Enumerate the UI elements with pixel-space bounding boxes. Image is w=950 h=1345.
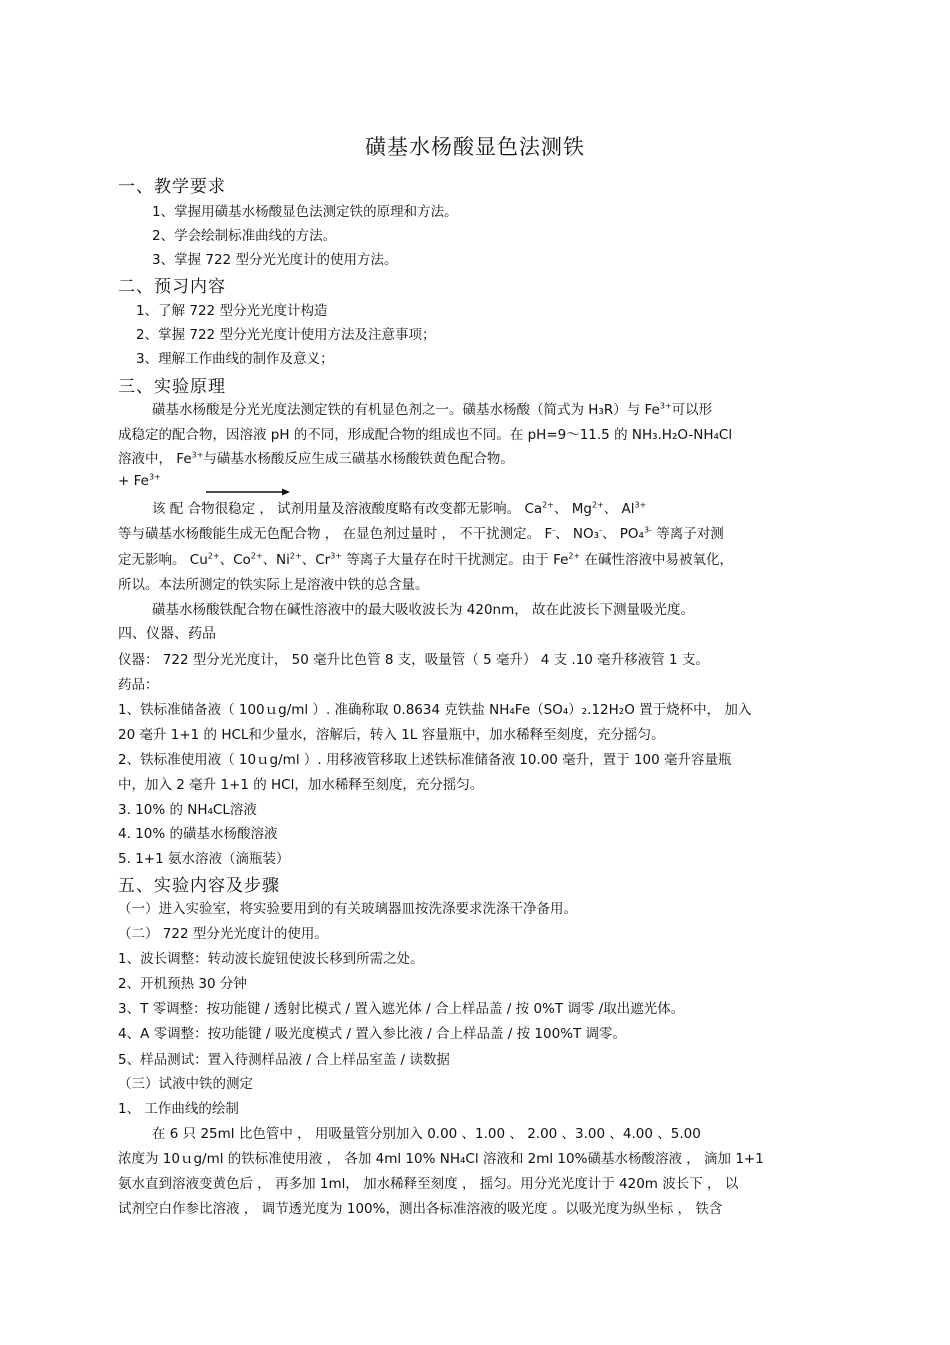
drug-4: 4. 10% 的磺基水杨酸溶液 [118,826,278,842]
preview-item-1: 1、了解 722 型分光光度计构造 [136,303,328,319]
drug-3: 3. 10% 的 NH₄CL溶液 [118,802,257,818]
procedure-line-10: 在 6 只 25ml 比色管中 ， 用吸量管分别加入 0.00 、1.00 、 2.00 、3.00 、4.00 、5.00 [152,1126,701,1142]
teaching-item-3: 3、掌握 722 型分光光度计的使用方法。 [152,252,398,268]
principle-line-3: 溶液中， $Fe^{3+}$与磺基水杨酸反应生成三磺基水杨酸铁黄色配合物。 [118,450,514,467]
drug-1-line-1: 1、铁标准储备液（ 100ｕg/ml ）. 准确称取 0.8634 克铁盐 NH₄Fe（SO₄）₂.12H₂O 置于烧杯中， 加入 [118,702,752,718]
drug-2-line-2: 中，加入 2 毫升 1+1 的 HCl，加水稀释至刻度，充分摇匀。 [118,777,484,793]
procedure-line-5: 3、T 零调整：按功能键 / 透射比模式 / 置入遮光体 / 合上样品盖 / 按 0%T 调零 /取出遮光体。 [118,1001,685,1017]
section-heading-principle: 三、实验原理 [118,377,226,397]
principle-line-5: 等与磺基水杨酸能生成无色配合物 ， 在显色剂过量时 ， 不干扰测定。 F-、 NO₃-、 PO₄$^{3-}$ 等离子对测 [118,525,724,542]
procedure-line-8: （三）试液中铁的测定 [118,1076,253,1092]
teaching-item-2: 2、学会绘制标准曲线的方法。 [152,228,337,244]
preview-item-3: 3、理解工作曲线的制作及意义； [136,351,334,367]
principle-line-6: 定无影响。 $Cu^{2+}$、$Co^{2+}$、$Ni^{2+}$、$Cr^{3+}$ 等离子大量存在时干扰测定。由于 $Fe^{2+}$ 在碱性溶液中易被氧化， [118,551,734,568]
procedure-line-4: 2、开机预热 30 分钟 [118,976,247,992]
reaction-arrow-icon [206,487,290,497]
procedure-line-1: （一）进入实验室，将实验要用到的有关玻璃器皿按洗涤要求洗涤干净备用。 [118,901,577,917]
preview-item-2: 2、掌握 722 型分光光度计使用方法及注意事项； [136,327,436,343]
principle-line-8: 磺基水杨酸铁配合物在碱性溶液中的最大吸收波长为 420nm， 故在此波长下测量吸光度。 [152,602,695,618]
drug-1-line-2: 20 毫升 1+1 的 HCL和少量水，溶解后，转入 1L 容量瓶中，加水稀释至刻度，充分摇匀。 [118,727,665,743]
procedure-line-2: （二） 722 型分光光度计的使用。 [118,926,328,942]
drug-5: 5. 1+1 氨水溶液（滴瓶装） [118,851,290,867]
procedure-line-11: 浓度为 10ｕg/ml 的铁标准使用液 ， 各加 4ml 10% NH₄Cl 溶液和 2ml 10%磺基水杨酸溶液 ， 滴加 1+1 [118,1151,764,1167]
principle-line-2: 成稳定的配合物，因溶液 pH 的不同，形成配合物的组成也不同。在 pH=9～11.5 的 NH₃.H₂O-NH₄Cl [118,427,733,443]
procedure-line-13: 试剂空白作参比溶液 ， 调节透光度为 100%，测出各标准溶液的吸光度 。以吸光度为纵坐标 ， 铁含 [118,1201,723,1217]
drug-2-line-1: 2、铁标准使用液（ 10ｕg/ml ）. 用移液管移取上述铁标准储备液 10.00 毫升，置于 100 毫升容量瓶 [118,752,732,768]
principle-line-7: 所以。本法所测定的铁实际上是溶液中铁的总含量。 [118,577,429,593]
teaching-item-1: 1、掌握用磺基水杨酸显色法测定铁的原理和方法。 [152,204,458,220]
reaction-equation: + $Fe^{3+}$ [118,472,161,489]
section-heading-instruments: 四、仪器、药品 [118,626,216,642]
drugs-label: 药品： [118,677,159,693]
principle-line-1: 磺基水杨酸是分光光度法测定铁的有机显色剂之一。磺基水杨酸（简式为 H₃R）与 $Fe^{3+}$可以形 [152,401,713,418]
procedure-line-7: 5、样品测试：置入待测样品液 / 合上样品室盖 / 读数据 [118,1052,450,1068]
procedure-line-12: 氨水直到溶液变黄色后 ， 再多加 1ml， 加水稀释至刻度 ， 摇匀。用分光光度计于 420m 波长下 ， 以 [118,1176,739,1192]
procedure-line-3: 1、波长调整：转动波长旋钮使波长移到所需之处。 [118,951,424,967]
document-title: 磺基水杨酸显色法测铁 [365,135,585,159]
procedure-line-6: 4、A 零调整：按功能键 / 吸光度模式 / 置入参比液 / 合上样品盖 / 按 100%T 调零。 [118,1026,627,1042]
procedure-line-9: 1、 工作曲线的绘制 [118,1101,239,1117]
principle-line-4: 该 配 合物很稳定 ， 试剂用量及溶液酸度略有改变都无影响。 $Ca^{2+}$、 $Mg^{2+}$、 $Al^{3+}$ [152,500,647,517]
instruments-line: 仪器： 722 型分光光度计， 50 毫升比色管 8 支，吸量管（ 5 毫升） 4 支 .10 毫升移液管 1 支。 [118,652,709,668]
section-heading-preview: 二、预习内容 [118,277,226,297]
section-heading-teaching: 一、教学要求 [118,177,226,197]
section-heading-procedure: 五、实验内容及步骤 [118,876,280,896]
